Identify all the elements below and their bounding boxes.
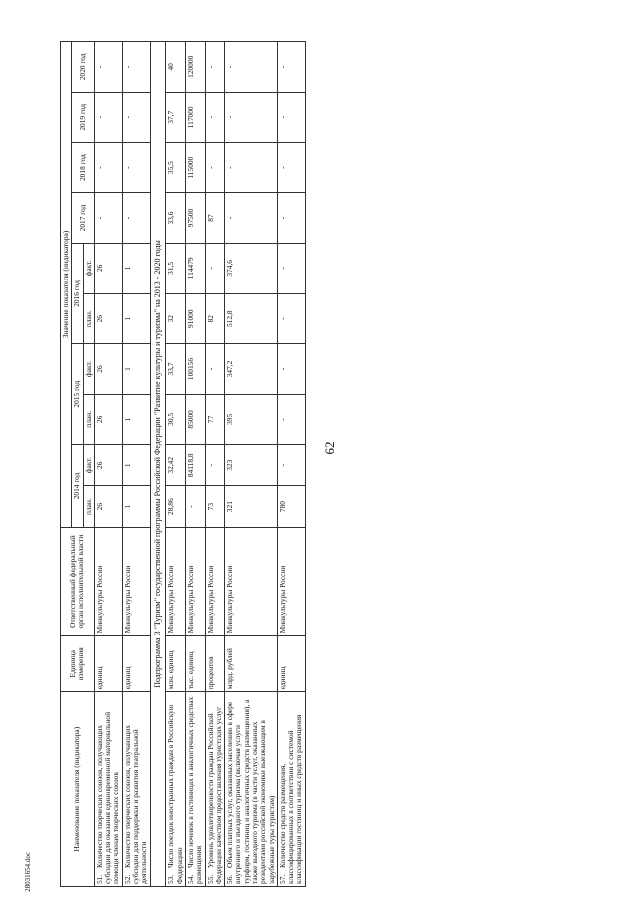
table-row	[186, 42, 206, 887]
value-cell: 26	[94, 394, 122, 444]
value-cell: -	[277, 92, 305, 142]
value-cell: 115000	[186, 142, 206, 192]
value-cell: -	[94, 42, 122, 93]
row-number: 56.	[225, 874, 235, 884]
header-plan-2015: план.	[83, 394, 94, 444]
row-unit: млн. единиц	[166, 636, 186, 692]
value-cell: 73	[205, 486, 225, 527]
row-unit: процентов	[205, 636, 225, 692]
row-agency: Минкультуры России	[94, 527, 122, 636]
header-fact-2015: факт.	[83, 344, 94, 394]
value-cell: -	[205, 445, 225, 486]
value-cell: 1	[122, 243, 150, 293]
row-agency: Минкультуры России	[205, 527, 225, 636]
header-fact-2014: факт.	[83, 445, 94, 486]
page-number: 62	[322, 441, 337, 455]
value-cell: 85000	[186, 394, 206, 444]
value-cell: 1	[122, 394, 150, 444]
value-cell: -	[94, 142, 122, 192]
header-2018: 2018 год	[72, 142, 95, 192]
row-name: Объем платных услуг, оказанных населению в сфере внутреннего и въездного туризма (включая услуги турфирм, гостиниц и аналогичных средств размещения), а также выездного туризма (в части услуг, оказанных резидентами российской экономики выезжающим в зарубежные туры туристам)	[225, 699, 276, 884]
value-cell: 347,2	[225, 344, 278, 394]
value-cell: -	[205, 142, 225, 192]
header-2017: 2017 год	[72, 193, 95, 243]
value-cell: 97500	[186, 193, 206, 243]
row-agency: Минкультуры России	[122, 527, 150, 636]
header-name: Наименование показателя (индикатора)	[61, 692, 95, 887]
row-number: 52.	[122, 874, 132, 884]
row-agency: Минкультуры России	[225, 527, 278, 636]
row-name: Уровень удовлетворенности граждан Российской Федерации качеством предоставления туристских услуг	[205, 706, 223, 884]
value-cell: -	[277, 142, 305, 192]
value-cell: -	[205, 344, 225, 394]
table-row	[122, 42, 150, 887]
value-cell: 512,8	[225, 294, 278, 344]
value-cell: -	[225, 142, 278, 192]
value-cell: 35,5	[166, 142, 186, 192]
row-unit: млрд. рублей	[225, 636, 278, 692]
header-plan-2014: план.	[83, 486, 94, 527]
value-cell: 33,7	[166, 344, 186, 394]
value-cell: 120000	[186, 42, 206, 93]
row-name-cell	[186, 692, 206, 887]
row-unit: единиц	[122, 636, 150, 692]
table-row	[225, 42, 278, 887]
value-cell: 1	[122, 486, 150, 527]
value-cell: 114479	[186, 243, 206, 293]
table-row	[94, 42, 122, 887]
value-cell: 82	[205, 294, 225, 344]
value-cell: 1	[122, 294, 150, 344]
row-number: 57.	[277, 874, 287, 884]
row-unit: единиц	[277, 636, 305, 692]
value-cell: 37,7	[166, 92, 186, 142]
value-cell: -	[277, 445, 305, 486]
row-name: Количество творческих союзов, получающих субсидии для поддержки и развития театральной деятельности	[122, 725, 149, 884]
value-cell: -	[277, 243, 305, 293]
row-name: Число поездок иностранных граждан в Российскую Федерацию	[166, 704, 184, 884]
value-cell: -	[122, 193, 150, 243]
header-values: Значение показателя (индикатора)	[61, 42, 72, 528]
value-cell: 780	[277, 486, 305, 527]
row-name: Число ночевок в гостиницах и аналогичных средствах размещения	[186, 696, 204, 884]
value-cell: -	[277, 394, 305, 444]
row-unit: единиц	[94, 636, 122, 692]
row-name-cell	[277, 692, 305, 887]
header-2015: 2015 год	[72, 344, 83, 445]
row-name-cell	[225, 692, 278, 887]
value-cell: 1	[122, 445, 150, 486]
row-agency: Минкультуры России	[166, 527, 186, 636]
value-cell: -	[205, 42, 225, 93]
row-number: 55.	[205, 874, 215, 884]
value-cell: -	[122, 42, 150, 93]
row-name-cell	[122, 692, 150, 887]
value-cell: 100156	[186, 344, 206, 394]
value-cell: 32	[166, 294, 186, 344]
value-cell: 28,86	[166, 486, 186, 527]
header-2020: 2020 год	[72, 42, 95, 93]
table-row	[277, 42, 305, 887]
value-cell: 374,6	[225, 243, 278, 293]
value-cell: -	[94, 92, 122, 142]
row-number: 51.	[94, 874, 104, 884]
value-cell: -	[205, 92, 225, 142]
row-name-cell	[94, 692, 122, 887]
document-filename: 28031654.doc	[24, 852, 32, 892]
value-cell: -	[277, 294, 305, 344]
header-unit: Единица измерения	[61, 636, 95, 692]
row-name-cell	[166, 692, 186, 887]
value-cell: -	[277, 193, 305, 243]
value-cell: -	[186, 486, 206, 527]
row-unit: тыс. единиц	[186, 636, 206, 692]
value-cell: 26	[94, 445, 122, 486]
value-cell: 26	[94, 243, 122, 293]
value-cell: -	[205, 243, 225, 293]
header-agency: Ответственный федеральный орган исполнительной власти	[61, 527, 95, 636]
value-cell: 30,5	[166, 394, 186, 444]
subprogram-row	[150, 42, 166, 887]
value-cell: 87	[205, 193, 225, 243]
header-2019: 2019 год	[72, 92, 95, 142]
table-row	[205, 42, 225, 887]
value-cell: 1	[122, 344, 150, 394]
header-2016: 2016 год	[72, 243, 83, 344]
value-cell: -	[225, 193, 278, 243]
value-cell: 117000	[186, 92, 206, 142]
row-number: 54.	[186, 874, 196, 884]
value-cell: -	[122, 142, 150, 192]
row-name: Количество средств размещения, классифицированных в соответствии с системой классификации гостиниц и иных средств размещения	[277, 714, 304, 884]
table-row	[166, 42, 186, 887]
value-cell: -	[277, 344, 305, 394]
row-agency: Минкультуры России	[277, 527, 305, 636]
value-cell: 31,5	[166, 243, 186, 293]
value-cell: 32,42	[166, 445, 186, 486]
value-cell: 33,6	[166, 193, 186, 243]
value-cell: -	[225, 42, 278, 93]
rotated-table-container	[60, 41, 590, 887]
row-name-cell	[205, 692, 225, 887]
indicator-table	[60, 41, 306, 887]
value-cell: 40	[166, 42, 186, 93]
row-agency: Минкультуры России	[186, 527, 206, 636]
value-cell: 323	[225, 445, 278, 486]
header-2014: 2014 год	[72, 445, 83, 528]
value-cell: 91000	[186, 294, 206, 344]
header-plan-2016: план.	[83, 294, 94, 344]
value-cell: 395	[225, 394, 278, 444]
value-cell: 321	[225, 486, 278, 527]
value-cell: 84118,8	[186, 445, 206, 486]
subprogram-title: Подпрограмма 3 "Туризм" государственной программы Российской Федерации "Развитие культуры и туризма" на 2013 - 2020 годы	[150, 42, 166, 887]
row-number: 53.	[166, 874, 176, 884]
header-fact-2016: факт.	[83, 243, 94, 293]
value-cell: -	[94, 193, 122, 243]
value-cell: 26	[94, 294, 122, 344]
value-cell: 77	[205, 394, 225, 444]
value-cell: -	[225, 92, 278, 142]
value-cell: 26	[94, 344, 122, 394]
row-name: Количество творческих союзов, получающих субсидии для оказания единовременной материальной помощи членам творческих союзов	[94, 711, 121, 884]
value-cell: -	[277, 42, 305, 93]
value-cell: -	[122, 92, 150, 142]
value-cell: 26	[94, 486, 122, 527]
